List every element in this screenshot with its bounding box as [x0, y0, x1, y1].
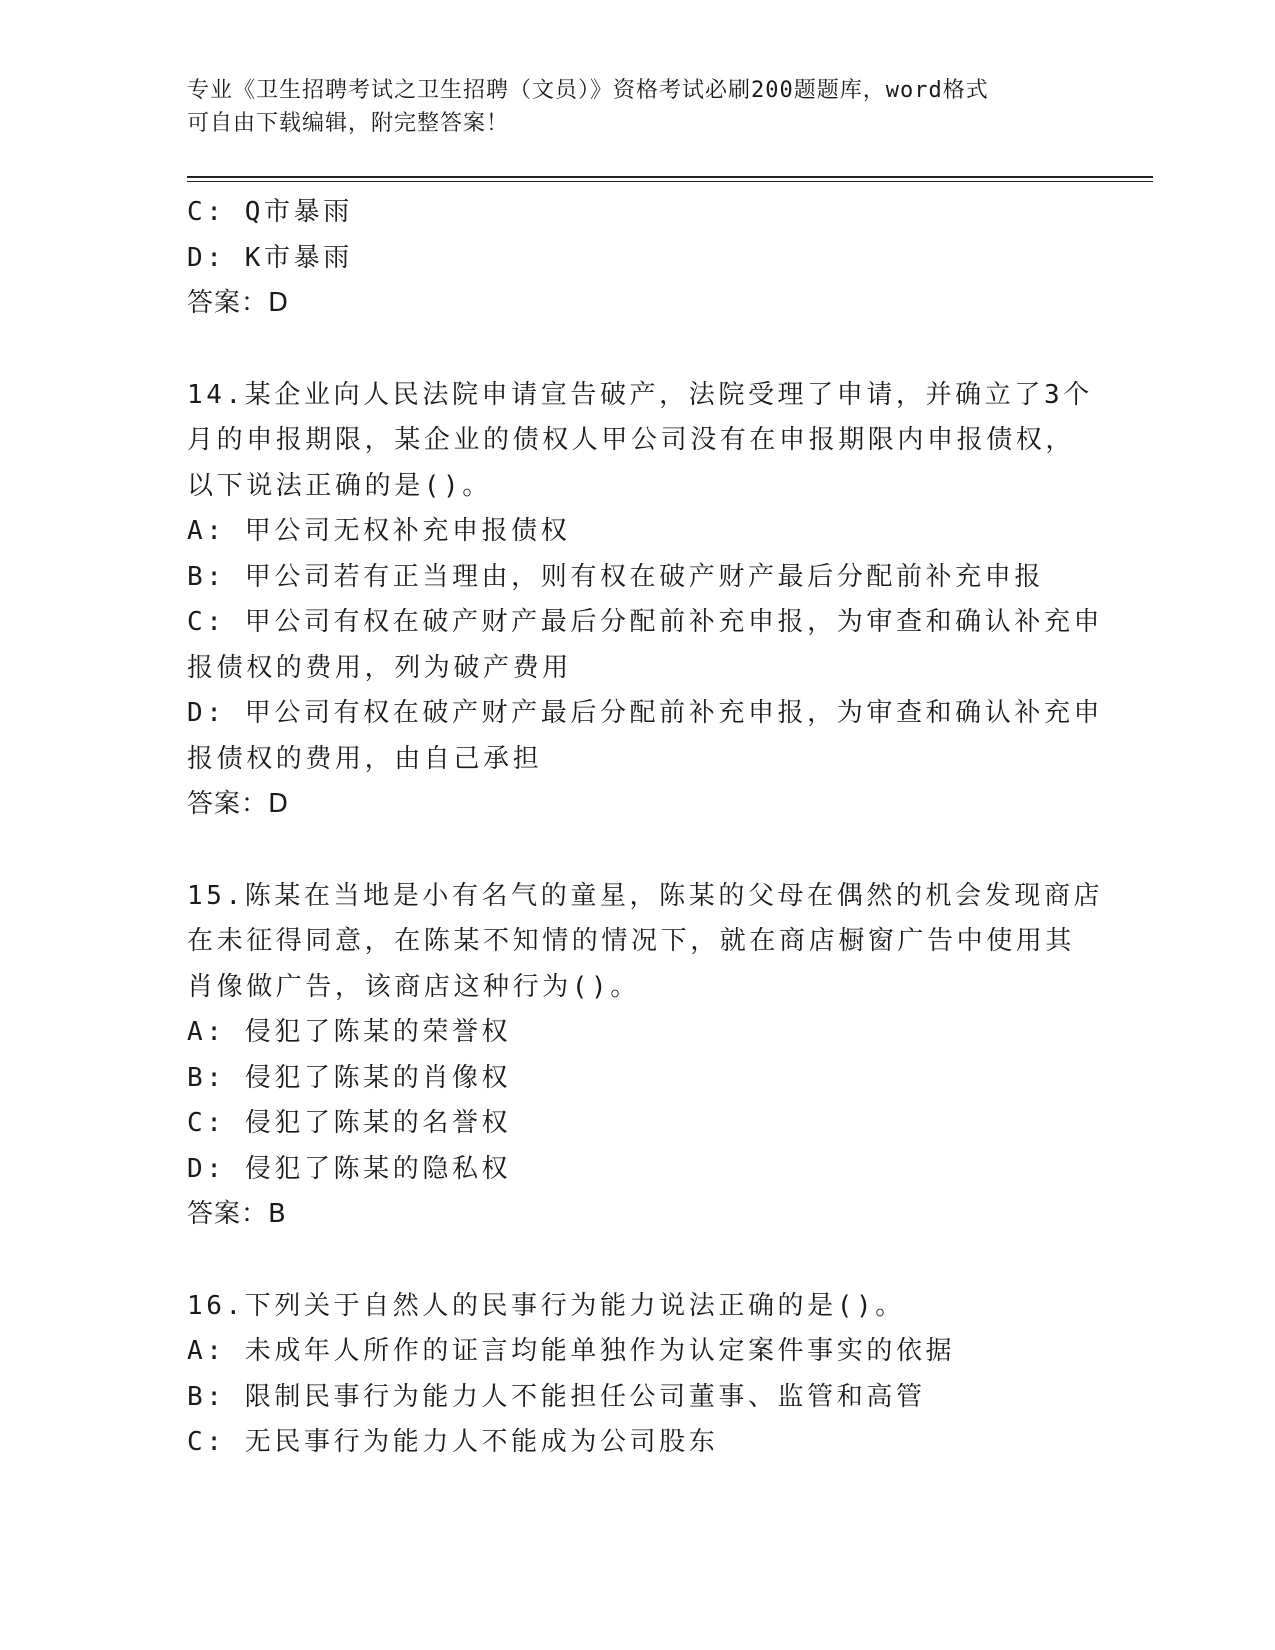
header-rule-thick — [187, 176, 1153, 178]
question-stem-line: 15.陈某在当地是小有名气的童星，陈某的父母在偶然的机会发现商店 — [187, 880, 1104, 911]
document-header — [187, 74, 1067, 140]
option-c-continued: 报债权的费用，列为破产费用 — [187, 652, 572, 683]
answer-line: 答案：D — [187, 789, 290, 819]
option-d: D: 侵犯了陈某的隐私权 — [187, 1153, 512, 1184]
answer-line: 答案：D — [187, 288, 290, 318]
question-stem-line: 在未征得同意，在陈某不知情的情况下，就在商店橱窗广告中使用其 — [187, 926, 1076, 956]
question-14 — [187, 373, 1104, 828]
option-b: B: 甲公司若有正当理由，则有权在破产财产最后分配前补充申报 — [187, 561, 1044, 592]
question-16 — [187, 1284, 1087, 1466]
header-rule-thin — [187, 181, 1153, 182]
option-d-continued: 报债权的费用，由自己承担 — [187, 743, 543, 774]
question-15 — [187, 874, 1104, 1238]
previous-question-tail — [187, 190, 1087, 327]
header-line-1: 专业《卫生招聘考试之卫生招聘（文员）》资格考试必刷200题题库，word格式 — [187, 78, 989, 103]
option-a: A: 侵犯了陈某的荣誉权 — [187, 1017, 512, 1047]
question-stem-line: 16.下列关于自然人的民事行为能力说法正确的是()。 — [187, 1290, 905, 1321]
option-b: B: 侵犯了陈某的肖像权 — [187, 1062, 512, 1093]
option-c: C: 甲公司有权在破产财产最后分配前补充申报，为审查和确认补充申 — [187, 607, 1104, 637]
question-stem-line: 肖像做广告，该商店这种行为()。 — [187, 971, 640, 1002]
option-d: D: K市暴雨 — [187, 242, 353, 273]
option-b: B: 限制民事行为能力人不能担任公司董事、监管和高管 — [187, 1381, 926, 1412]
option-d: D: 甲公司有权在破产财产最后分配前补充申报，为审查和确认补充申 — [187, 698, 1104, 728]
option-a: A: 甲公司无权补充申报债权 — [187, 516, 571, 546]
question-stem-line: 14.某企业向人民法院申请宣告破产，法院受理了申请，并确立了3个 — [187, 379, 1093, 410]
question-stem-line: 月的申报期限，某企业的债权人甲公司没有在申报期限内申报债权， — [187, 425, 1076, 455]
question-content — [187, 190, 1104, 1466]
answer-line: 答案：B — [187, 1199, 287, 1229]
option-c: C: 无民事行为能力人不能成为公司股东 — [187, 1427, 719, 1457]
header-line-2: 可自由下载编辑，附完整答案！ — [187, 111, 510, 136]
option-c: C: Q市暴雨 — [187, 197, 353, 227]
option-a: A: 未成年人所作的证言均能单独作为认定案件事实的依据 — [187, 1336, 956, 1366]
option-c: C: 侵犯了陈某的名誉权 — [187, 1108, 512, 1138]
question-stem-line: 以下说法正确的是()。 — [187, 470, 492, 501]
